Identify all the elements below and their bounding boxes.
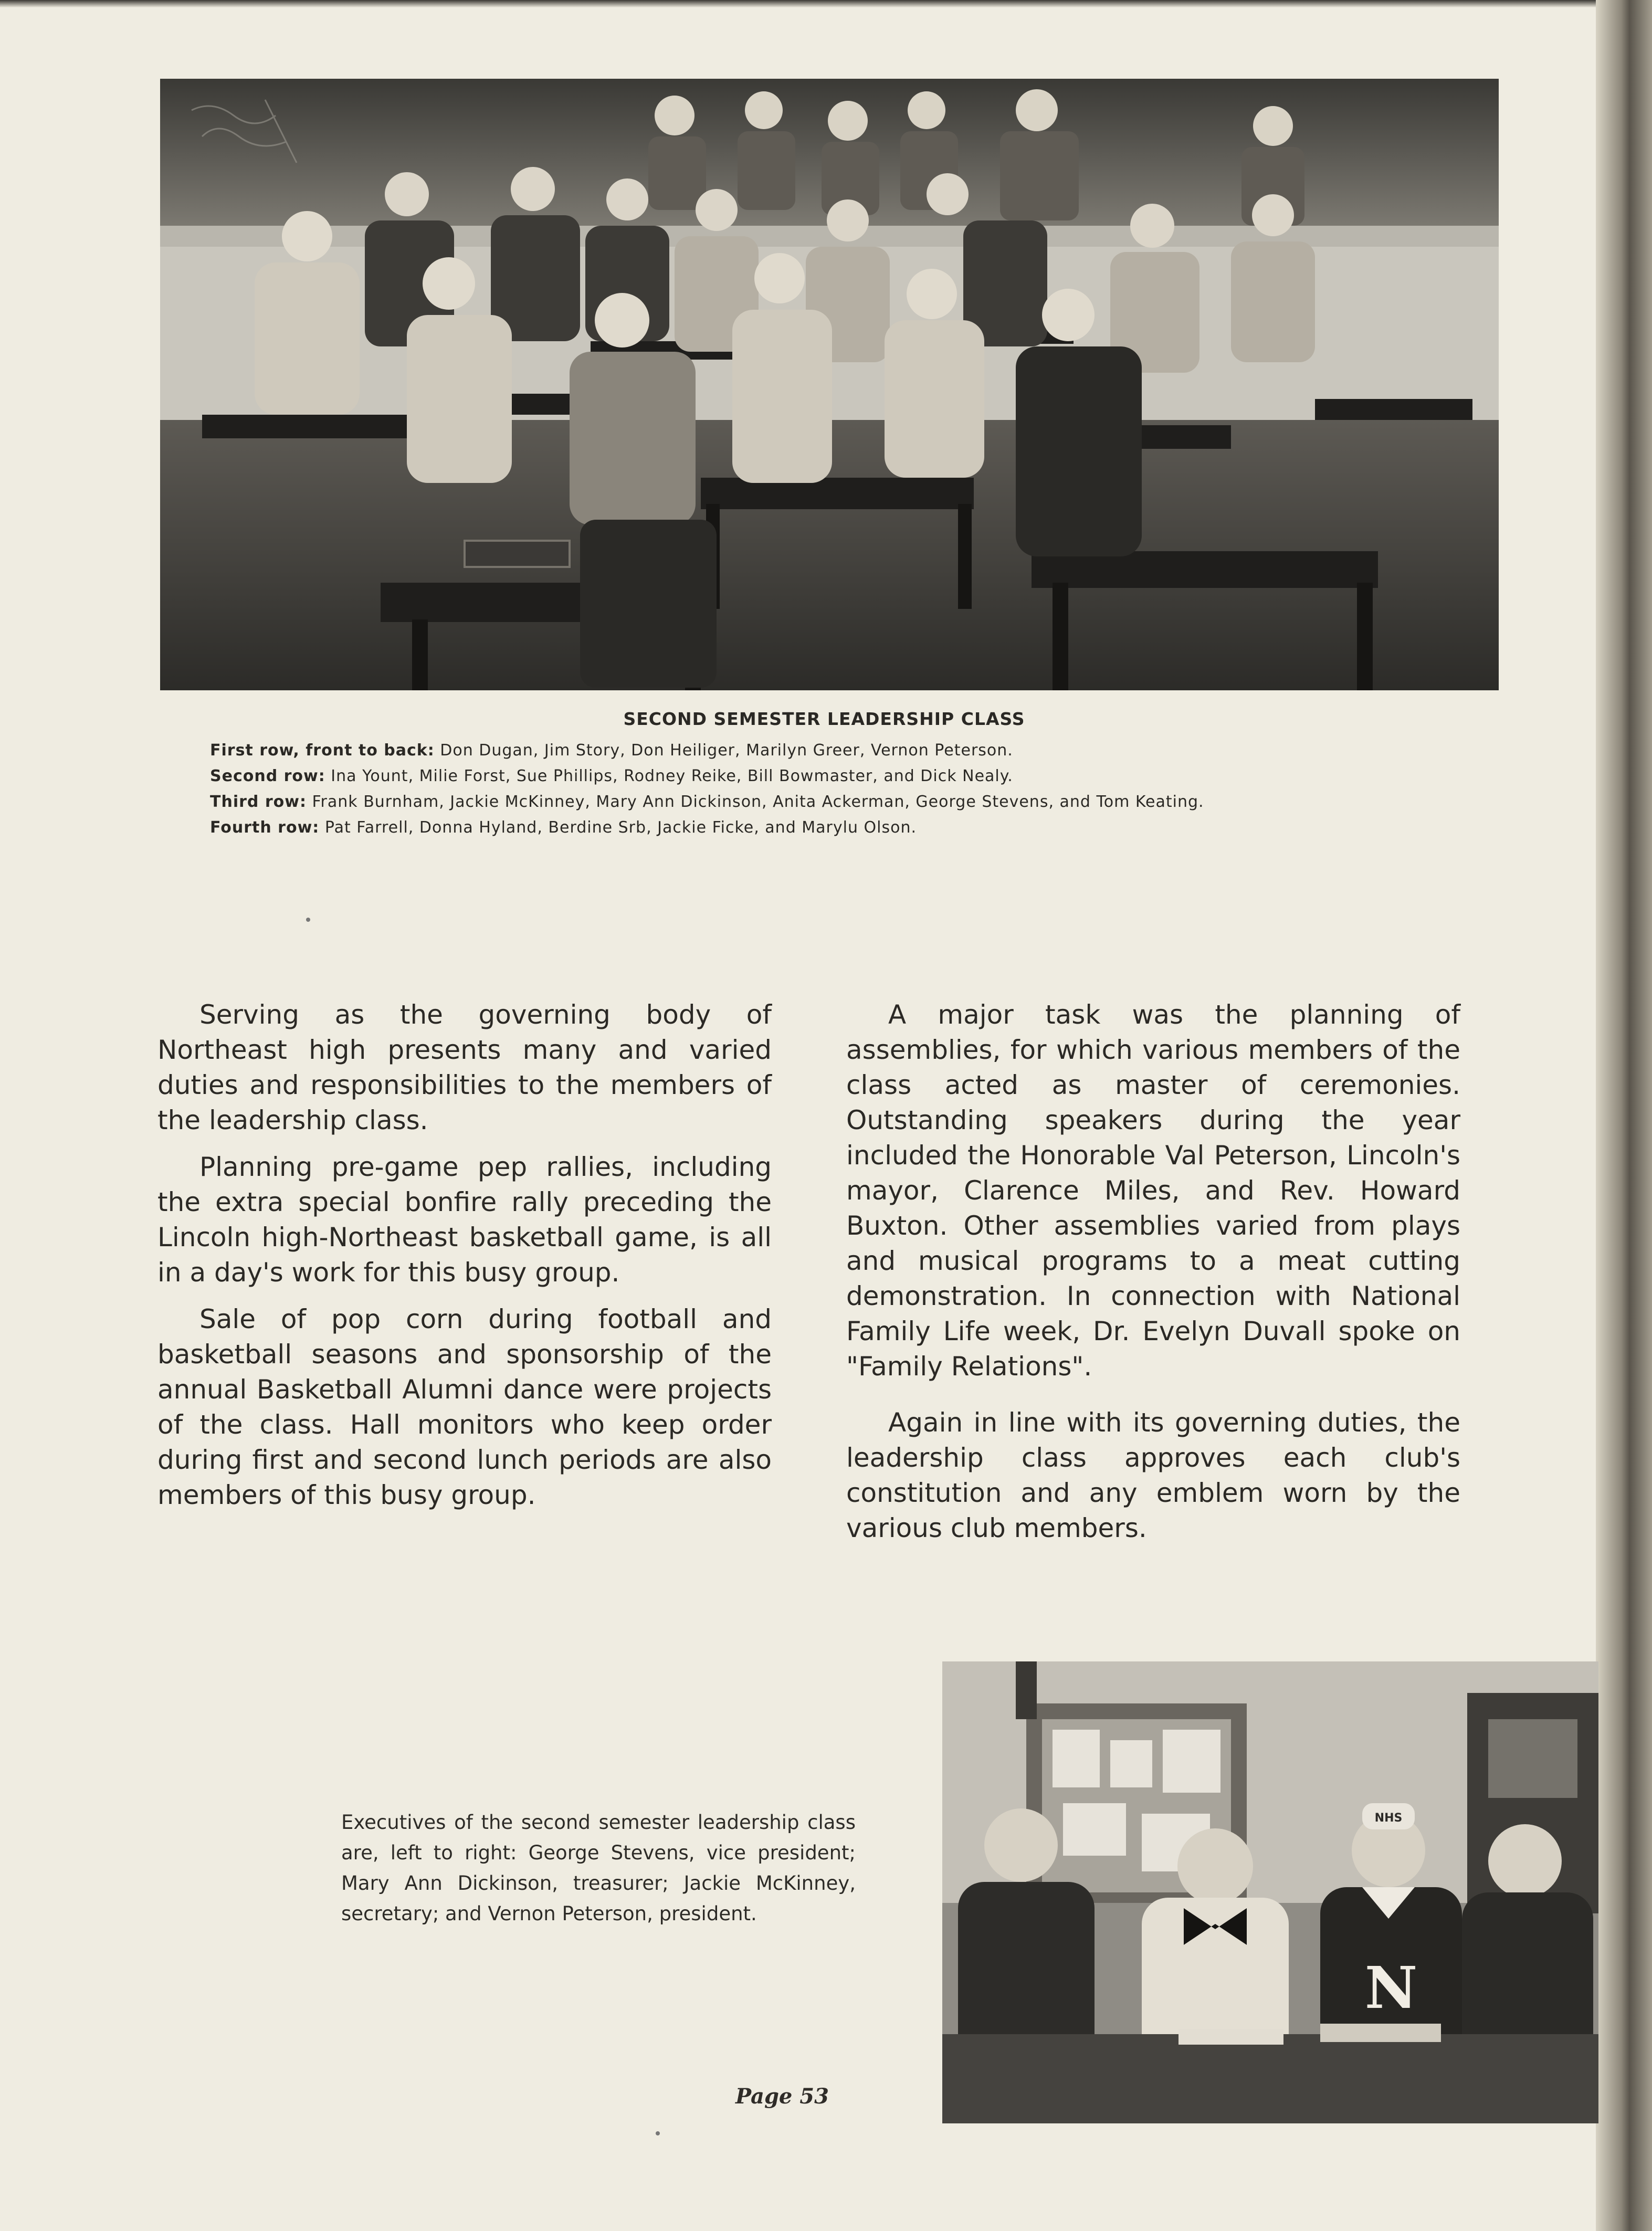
leadership-class-photo [160,79,1499,690]
body-paragraph: Serving as the governing body of Northeast high presents many and varied duties and responsibilities to the members of the leadership class. [157,999,772,1135]
photo-caption-rows [210,738,1543,840]
body-paragraph: Sale of pop corn during football and basketball seasons and sponsorship of the annual Basketball Alumni dance were projects of the class. Hall monitors who keep order during first and second lunch periods are also members of this busy group. [157,1304,772,1510]
body-paragraph: A major task was the planning of assemblies, for which various members of the class acted as master of ceremonies. Outstanding speakers during the year included the Honorable Val Peterson, Lincoln's mayor, Clarence Miles, and Rev. Howard Buxton. Other assemblies varied from plays and musical programs to a meat cutting demonstration. In connection with National Family Life week, Dr. Evelyn Duvall spoke on "Family Relations". [846,999,1460,1382]
caption-row-names: Ina Yount, Milie Forst, Sue Phillips, Rodney Reike, Bill Bowmaster, and Dick Nealy. [331,767,1013,785]
caption-row-1 [210,738,1543,763]
executives-caption: Executives of the second semester leadership class are, left to right: George Stevens, vice president; Mary Ann Dickinson, treasurer; Jackie McKinney, secretary; and Vernon Peterson, president. [341,1811,856,1925]
cap-lettering: NHS [1374,1812,1403,1825]
caption-row-2 [210,763,1543,789]
executives-photo [942,1661,1598,2123]
page-binding-edge [1596,0,1652,2231]
body-paragraph: Planning pre-game pep rallies, including the extra special bonfire rally preceding the Lincoln high-Northeast basketball game, is all in a day's work for this busy group. [157,1152,772,1288]
photo-caption-title: SECOND SEMESTER LEADERSHIP CLASS [623,709,1025,729]
speck [656,2131,660,2135]
caption-row-names: Frank Burnham, Jackie McKinney, Mary Ann Dickinson, Anita Ackerman, George Stevens, and Tom Keating. [312,793,1204,811]
caption-row-names: Pat Farrell, Donna Hyland, Berdine Srb, Jackie Ficke, and Marylu Olson. [324,818,917,837]
caption-row-label: Fourth row: [210,818,320,837]
page-number: Page 53 [735,2084,829,2109]
caption-row-names: Don Dugan, Jim Story, Don Heiliger, Marilyn Greer, Vernon Peterson. [440,741,1013,760]
body-column-left [157,997,772,1524]
caption-row-label: Second row: [210,767,325,785]
body-paragraph: Again in line with its governing duties, the leadership class approves each club's constitution and any emblem worn by the various club members. [846,1407,1460,1543]
caption-row-4 [210,815,1543,840]
leadership-class-photo-image [160,79,1499,690]
caption-row-3 [210,789,1543,815]
sweater-letter: N [1364,1954,1418,2022]
speck [306,918,310,922]
body-column-right [846,997,1460,1558]
page-edge-top [0,0,1652,7]
caption-row-label: First row, front to back: [210,741,435,760]
executives-photo-image [942,1661,1598,2123]
caption-row-label: Third row: [210,793,307,811]
